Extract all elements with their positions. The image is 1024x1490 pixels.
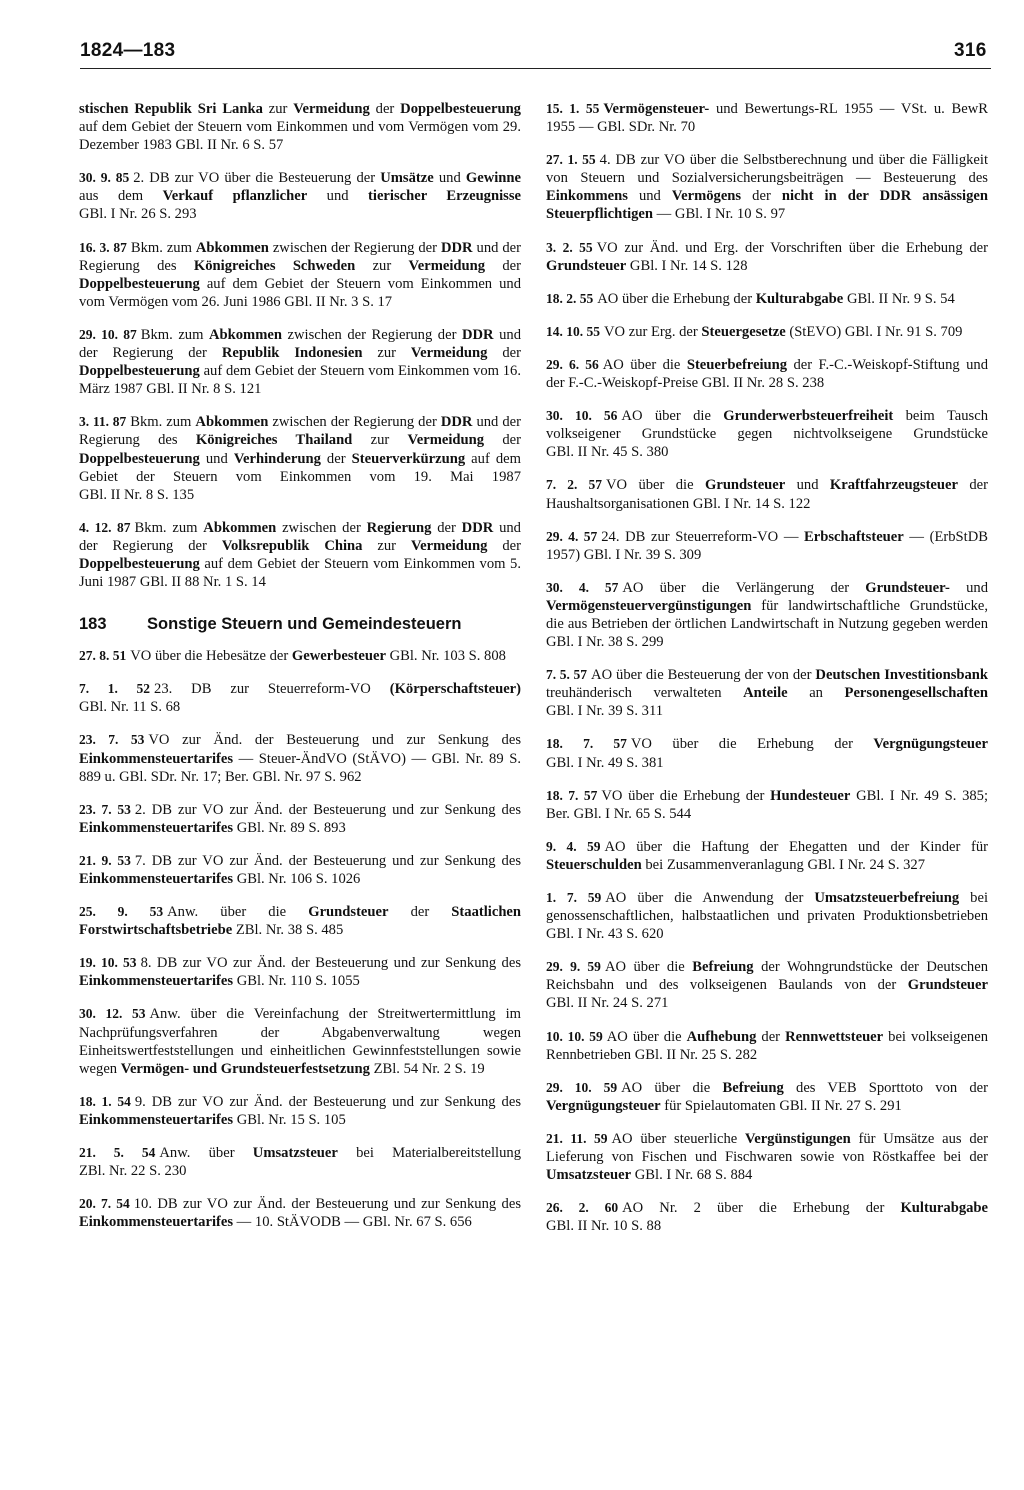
register-entry xyxy=(546,1199,988,1235)
entry-citation: GBl. Nr. 103 S. 808 xyxy=(389,648,506,665)
entry-keyword: Doppelbesteuerung xyxy=(79,363,200,380)
entry-text: zwischen der Regierung der xyxy=(268,239,441,256)
entry-text: — 10. StÄVODB — xyxy=(233,1214,363,1231)
entry-citation: GBl. Nr. 11 S. 68 xyxy=(79,699,181,716)
entry-keyword: Steuergesetze xyxy=(701,323,786,340)
entry-date: 20. 7. 54 xyxy=(79,1196,130,1212)
entry-keyword: Vermögen- und Grundsteuerfestsetzung xyxy=(120,1060,370,1077)
entry-text: und der Regierung der xyxy=(79,326,521,362)
entry-text: der xyxy=(320,450,352,467)
entry-text: VO über die Erhebung der xyxy=(601,787,771,804)
entry-citation: GBl. II Nr. 3 S. 17 xyxy=(284,293,393,310)
entry-keyword: Abkommen xyxy=(203,519,277,536)
register-entry xyxy=(79,1093,521,1129)
entry-keyword: Befreiung xyxy=(722,1079,784,1096)
entry-citation: GBl. Nr. 110 S. 1055 xyxy=(236,973,360,990)
entry-text: der xyxy=(741,188,782,205)
entry-citation: GBl. I Nr. 38 S. 299 xyxy=(546,634,664,651)
register-entry xyxy=(79,326,521,398)
entry-keyword: tierischer Erzeugnisse xyxy=(368,188,521,205)
entry-text: VO über die Erhebung der xyxy=(630,736,874,753)
entry-date: 1. 7. 59 xyxy=(546,890,602,905)
left-entry-list xyxy=(79,100,521,591)
entry-date: 18. 7. 57 xyxy=(546,787,598,803)
entry-keyword: Vermeidung xyxy=(410,345,488,362)
entry-keyword: Königreiches Schweden xyxy=(193,257,356,274)
entry-citation: GBl. Nr. 67 S. 656 xyxy=(362,1214,472,1231)
entry-text: aus dem xyxy=(79,188,163,205)
entry-citation: GBl. II Nr. 25 S. 282 xyxy=(634,1046,758,1063)
entry-keyword: Umsatzsteuer xyxy=(252,1145,338,1162)
entry-date: 29. 4. 57 xyxy=(546,528,598,544)
entry-text: AO über die Verlängerung der xyxy=(622,579,866,596)
entry-citation: GBl. Nr. 97 S. 962 xyxy=(252,768,362,785)
entry-date: 26. 2. 60 xyxy=(546,1200,619,1216)
entry-keyword: Republik Indonesien xyxy=(221,345,363,362)
entry-text: Bkm. zum xyxy=(130,239,196,256)
entry-keyword: Verhinderung xyxy=(233,450,321,467)
entry-text: 24. DB zur Steuerreform-VO — xyxy=(601,528,805,545)
entry-text: für Umsätze aus der Lieferung von Fischen und Fischwaren sowie von Röstkaffee bei der xyxy=(546,1130,988,1166)
entry-keyword: Doppelbesteuerung xyxy=(79,450,200,467)
entry-citation: GBl. II Nr. 9 S. 54 xyxy=(846,290,955,307)
entry-citation: GBl. I Nr. 14 S. 122 xyxy=(692,495,811,512)
entry-keyword: Doppelbesteuerung xyxy=(79,555,200,572)
entry-text: für Spielautomaten xyxy=(660,1097,780,1114)
entry-text: auf dem Gebiet der Steuern vom Einkommen vom 5. Juni 1987 xyxy=(79,555,521,591)
register-entry xyxy=(546,151,988,223)
entry-text: AO über steuerliche xyxy=(611,1130,746,1147)
entry-text: und der Regierung des xyxy=(79,414,521,449)
entry-citation: GBl. I Nr. 24 S. 327 xyxy=(807,856,926,873)
entry-text: und xyxy=(199,450,234,467)
entry-text: — (ErbStDB 1957) xyxy=(546,528,988,563)
entry-keyword: Grundsteuer- xyxy=(865,579,950,596)
entry-keyword: Aufhebung xyxy=(686,1028,757,1045)
entry-date: 29. 10. 87 xyxy=(79,326,137,342)
entry-date: 25. 9. 53 xyxy=(79,904,164,920)
entry-date: 23. 7. 53 xyxy=(79,801,131,817)
register-entry xyxy=(546,1079,988,1115)
entry-keyword: Umsatzsteuerbefreiung xyxy=(814,890,960,906)
entry-keyword: Umsätze xyxy=(380,170,434,187)
entry-date: 30. 10. 56 xyxy=(546,408,618,424)
entry-text: Anw. über xyxy=(159,1145,253,1162)
entry-text: — xyxy=(653,206,675,223)
entry-keyword: DDR xyxy=(461,326,494,343)
entry-keyword: Königreiches Thailand xyxy=(195,432,353,449)
entry-text: 4. DB zur VO über die Selbstberechnung und über die Fälligkeit von Steuern und Sozialversicherungsbeiträgen — Besteuerung des xyxy=(546,152,988,187)
entry-text: Bkm. zum xyxy=(134,519,204,536)
entry-text: und xyxy=(433,170,466,187)
entry-text: und der Regierung der xyxy=(79,519,521,554)
entry-date: 27. 8. 51 xyxy=(79,648,127,664)
entry-keyword: Vergünstigungen xyxy=(745,1130,851,1147)
entry-keyword: Befreiung xyxy=(692,959,754,976)
section-title: Sonstige Steuern und Gemeindesteuern xyxy=(147,615,462,634)
entry-text: des VEB Sporttoto von der xyxy=(783,1079,988,1096)
entry-text: und xyxy=(307,188,369,205)
register-entry xyxy=(79,169,521,223)
entry-text: VO über die Hebesätze der xyxy=(130,648,292,665)
entry-keyword: Vermögensteuervergünstigungen xyxy=(546,597,752,614)
page-number: 316 xyxy=(954,40,987,61)
register-entry xyxy=(79,852,521,888)
entry-date: 29. 10. 59 xyxy=(546,1079,618,1095)
entry-date: 3. 11. 87 xyxy=(79,414,127,430)
entry-text: der xyxy=(388,904,452,921)
entry-date: 18. 7. 57 xyxy=(546,736,627,752)
entry-keyword: Einkommensteuertarifes xyxy=(79,871,234,887)
entry-text: AO über die xyxy=(604,959,693,976)
register-entry xyxy=(546,958,988,1012)
entry-text: der Haushaltsorganisationen xyxy=(546,477,989,512)
entry-keyword: Einkommensteuertarifes xyxy=(79,973,234,990)
entry-keyword: Steuerschulden xyxy=(546,856,642,873)
entry-keyword: Abkommen xyxy=(208,326,282,343)
entry-date: 9. 4. 59 xyxy=(546,838,601,854)
entry-text: zur xyxy=(262,101,294,117)
entry-date: 30. 9. 85 xyxy=(79,170,130,186)
entry-keyword: Kulturabgabe xyxy=(755,290,844,307)
entry-citation: GBl. I Nr. 39 S. 311 xyxy=(546,703,664,720)
entry-text: AO über die xyxy=(621,1079,723,1096)
entry-date: 7. 5. 57 xyxy=(546,667,588,683)
entry-date: 3. 2. 55 xyxy=(546,239,593,255)
entry-text: VO zur Erg. der xyxy=(604,323,702,340)
register-entry xyxy=(79,239,521,311)
entry-text: AO über die xyxy=(606,1028,687,1045)
section-heading xyxy=(79,615,521,634)
entry-keyword: Vermeidung xyxy=(408,257,486,274)
entry-keyword: Gewinne xyxy=(465,170,521,187)
entry-text: bei genossenschaftlichen, halbstaatlichen und privaten Produktionsbetrieben xyxy=(546,890,989,925)
entry-text: zwischen der xyxy=(276,519,367,536)
register-entry xyxy=(546,1130,988,1184)
entry-text: VO über die xyxy=(605,477,705,494)
entry-text: bei Zusammenveranlagung xyxy=(641,856,808,873)
entry-date: 19. 10. 53 xyxy=(79,955,137,971)
entry-citation: GBl. Nr. 15 S. 105 xyxy=(236,1111,346,1128)
register-entry xyxy=(546,735,988,771)
entry-text: und xyxy=(949,579,988,596)
right-column xyxy=(546,100,988,1250)
entry-date: 30. 12. 53 xyxy=(79,1006,146,1022)
entry-text: auf dem Gebiet der Steuern vom Einkommen und vom Vermögen vom 29. Dezember 1983 xyxy=(79,119,521,154)
entry-text: AO über die Anwendung der xyxy=(605,890,815,906)
register-entry xyxy=(546,1028,988,1064)
entry-keyword: Staatlichen Forstwirtschaftsbetriebe xyxy=(79,904,522,939)
entry-date: 14. 10. 55 xyxy=(546,323,600,339)
entry-text: auf dem Gebiet der Steuern vom Einkommen vom 16. März 1987 xyxy=(79,363,521,398)
entry-text: zur xyxy=(355,257,409,274)
entry-text: VO zur Änd. und Erg. der Vorschriften über die Erhebung der xyxy=(596,239,989,256)
entry-keyword: stischen Republik Sri Lanka xyxy=(79,101,263,117)
entry-date: 21. 11. 59 xyxy=(546,1130,608,1146)
header-rule xyxy=(80,68,991,69)
entry-citation: ZBl. Nr. 38 S. 485 xyxy=(235,922,344,939)
entry-text: Anw. über die Vereinfachung der Streitwertermittlung im Nachprüfungsverfahren der Abgabenverwaltung wegen Einheitswertfeststellungen und einheitlichen Gewinnfeststellungen sowie wegen xyxy=(79,1006,521,1077)
entry-date: 7. 2. 57 xyxy=(546,477,602,493)
entry-keyword: Grundsteuer xyxy=(704,477,786,494)
entry-citation: GBl. II Nr. 6 S. 57 xyxy=(175,137,284,154)
register-entry xyxy=(79,954,521,990)
entry-keyword: Vermögensteuer- xyxy=(603,101,710,117)
entry-citation: GBl. I Nr. 65 S. 544 xyxy=(573,805,692,822)
register-entry xyxy=(546,323,988,341)
register-entry xyxy=(546,476,988,512)
entry-text: bei Materialbereitstellung xyxy=(337,1145,521,1162)
entry-text: 9. DB zur VO zur Änd. der Besteuerung und zur Senkung des xyxy=(134,1093,522,1110)
entry-keyword: Deutschen Investitionsbank xyxy=(815,667,989,684)
entry-date: 7. 1. 52 xyxy=(79,681,151,697)
entry-keyword: Steuerbefreiung xyxy=(686,356,788,373)
entry-keyword: Vergnügungsteuer xyxy=(873,736,988,753)
register-entry xyxy=(546,528,988,564)
entry-citation: GBl. I Nr. 14 S. 128 xyxy=(629,257,748,274)
entry-keyword: (Körperschaftsteuer) xyxy=(389,681,522,698)
entry-citation: GBl. II Nr. 8 S. 121 xyxy=(146,381,262,398)
entry-keyword: Vermögens xyxy=(671,188,742,205)
entry-text: AO über die Haftung der Ehegatten und der Kinder für xyxy=(604,838,989,855)
left-column xyxy=(79,100,521,1246)
register-entry xyxy=(546,787,988,823)
register-entry xyxy=(79,1195,521,1231)
register-entry xyxy=(79,1005,521,1077)
entry-citation: GBl. I Nr. 26 S. 293 xyxy=(79,206,197,223)
entry-citation: GBl. II Nr. 8 S. 135 xyxy=(79,486,195,503)
entry-citation: GBl. I Nr. 10 S. 97 xyxy=(674,206,786,223)
entry-text: der xyxy=(487,537,521,554)
entry-text: zur xyxy=(362,345,411,362)
entry-citation: GBl. Nr. 89 S. 893 xyxy=(236,819,346,836)
entry-keyword: Umsatzsteuer xyxy=(546,1167,632,1184)
register-entry xyxy=(79,519,521,591)
entry-keyword: Verkauf pflanzlicher xyxy=(162,188,308,205)
entry-citation: GBl. II Nr. 45 S. 380 xyxy=(546,444,669,461)
entry-keyword: Vermeidung xyxy=(407,432,485,449)
entry-text: der xyxy=(756,1028,786,1045)
entry-text: AO über die Besteuerung der von der xyxy=(591,667,816,684)
entry-citation: GBl. II Nr. 27 S. 291 xyxy=(779,1097,902,1114)
entry-text: bei volkseigenen Rennbetrieben xyxy=(546,1028,988,1063)
register-entry xyxy=(546,239,988,275)
entry-text: AO Nr. 2 über die Erhebung der xyxy=(622,1200,901,1217)
register-entry xyxy=(546,100,988,136)
entry-keyword: Grundsteuer xyxy=(907,977,988,994)
entry-text: 2. DB zur VO über die Besteuerung der xyxy=(133,170,381,187)
entry-citation: GBl. I Nr. 68 S. 884 xyxy=(634,1167,753,1184)
register-entry xyxy=(79,1144,521,1180)
entry-citation: ZBl. Nr. 22 S. 230 xyxy=(79,1163,187,1180)
entry-keyword: Personengesellschaften xyxy=(844,685,989,702)
section-entry-list xyxy=(79,647,521,1231)
entry-citation: GBl. Nr. 106 S. 1026 xyxy=(236,871,361,887)
entry-text: 7. DB zur VO zur Änd. der Besteuerung und zur Senkung des xyxy=(134,852,522,869)
entry-date: 18. 2. 55 xyxy=(546,290,594,306)
entry-date: 16. 3. 87 xyxy=(79,239,127,255)
entry-text: für landwirtschaftliche Grundstücke, die aus Betrieben der örtlichen Landwirtschaft in Nutzung gegeben werden xyxy=(546,597,988,632)
entry-text: GBl. I Nr. 49 S. 385; Ber. xyxy=(546,787,989,822)
entry-date: 4. 12. 87 xyxy=(79,519,131,535)
entry-text: der xyxy=(485,257,521,274)
register-entry xyxy=(79,903,521,939)
entry-text: zwischen der Regierung der xyxy=(268,414,441,431)
register-entry xyxy=(79,680,521,716)
entry-text: Bkm. zum xyxy=(140,326,209,343)
entry-text: Anw. über die xyxy=(167,904,309,921)
entry-text: treuhänderisch verwalteten xyxy=(546,685,744,702)
entry-citation: GBl. II 88 Nr. 1 S. 14 xyxy=(139,574,266,591)
entry-keyword: Grundsteuer xyxy=(308,904,389,921)
register-entry xyxy=(79,731,521,785)
entry-text: der xyxy=(487,345,521,362)
entry-citation: GBl. I Nr. 43 S. 620 xyxy=(546,926,664,943)
entry-text: der xyxy=(431,519,462,536)
entry-date: 29. 6. 56 xyxy=(546,356,599,372)
entry-text: 8. DB zur VO zur Änd. der Besteuerung und zur Senkung des xyxy=(140,955,521,972)
entry-date: 21. 5. 54 xyxy=(79,1145,156,1161)
entry-keyword: Kulturabgabe xyxy=(900,1200,989,1217)
entry-keyword: Doppelbesteuerung xyxy=(79,275,200,292)
entry-keyword: Hundesteuer xyxy=(770,787,851,804)
entry-text: AO über die Erhebung der xyxy=(597,290,756,307)
entry-keyword: Anteile xyxy=(743,685,788,702)
entry-keyword: Gewerbesteuer xyxy=(291,648,386,665)
entry-date: 30. 4. 57 xyxy=(546,579,619,595)
entry-text: (StEVO) xyxy=(785,323,845,340)
register-entry xyxy=(79,801,521,837)
entry-text: zur xyxy=(362,537,411,554)
register-entry xyxy=(546,407,988,461)
entry-citation: ZBl. 54 Nr. 2 S. 19 xyxy=(373,1060,485,1077)
entry-text: 10. DB zur VO zur Änd. der Besteuerung und zur Senkung des xyxy=(133,1196,522,1213)
register-entry xyxy=(79,100,521,154)
entry-keyword: Vermeidung xyxy=(410,537,488,554)
entry-keyword: Grunderwerbsteuerfreiheit xyxy=(723,408,894,425)
register-entry xyxy=(546,579,988,651)
entry-text: der xyxy=(484,432,521,449)
entry-text: — Steuer-ÄndVO (StÄVO) — GBl. Nr. 89 S. 889 u. GBl. SDr. Nr. 17; Ber. xyxy=(79,750,521,785)
entry-text: AO über die xyxy=(602,356,687,373)
entry-keyword: Grundsteuer xyxy=(546,257,627,274)
entry-keyword: DDR xyxy=(461,519,494,536)
entry-citation: GBl. I Nr. 49 S. 381 xyxy=(546,754,664,771)
entry-keyword: nicht in der DDR ansässigen Steuerpflichtigen xyxy=(546,188,988,223)
entry-citation: GBl. SDr. Nr. 70 xyxy=(597,119,696,136)
entry-text: Bkm. zum xyxy=(130,414,196,431)
entry-text: an xyxy=(787,685,845,702)
entry-keyword: Einkommensteuertarifes xyxy=(79,1214,234,1231)
entry-keyword: Abkommen xyxy=(195,239,269,256)
entry-text: und xyxy=(785,477,830,494)
entry-date: 29. 9. 59 xyxy=(546,959,601,975)
entry-keyword: DDR xyxy=(440,414,473,431)
entry-date: 27. 1. 55 xyxy=(546,152,596,168)
entry-text: beim Tausch volkseigener Grundstücke gegen nichtvolkseigene Grundstücke xyxy=(546,408,988,443)
entry-citation: GBl. II Nr. 24 S. 271 xyxy=(546,995,669,1012)
entry-keyword: Vermeidung xyxy=(293,101,370,117)
entry-keyword: Erbschaftsteuer xyxy=(804,528,904,545)
entry-text: und xyxy=(627,188,672,205)
entry-keyword: Einkommens xyxy=(546,188,628,205)
entry-keyword: Einkommensteuertarifes xyxy=(79,819,234,836)
section-number: 183 xyxy=(79,615,107,634)
entry-keyword: Rennwettsteuer xyxy=(785,1028,884,1045)
register-entry xyxy=(546,356,988,392)
entry-text: der xyxy=(369,101,401,117)
entry-keyword: Einkommensteuertarifes xyxy=(79,750,234,767)
register-entry xyxy=(546,666,988,720)
entry-keyword: Einkommensteuertarifes xyxy=(79,1111,234,1128)
entry-date: 10. 10. 59 xyxy=(546,1028,603,1044)
entry-date: 23. 7. 53 xyxy=(79,732,145,748)
entry-citation: GBl. I Nr. 39 S. 309 xyxy=(583,546,702,563)
entry-date: 21. 9. 53 xyxy=(79,852,131,868)
entry-citation: GBl. I Nr. 91 S. 709 xyxy=(844,323,963,340)
entry-citation: GBl. II Nr. 10 S. 88 xyxy=(546,1218,662,1235)
entry-keyword: DDR xyxy=(440,239,473,256)
entry-text: zwischen der Regierung der xyxy=(281,326,462,343)
entry-date: 18. 1. 54 xyxy=(79,1093,131,1109)
entry-date: 15. 1. 55 xyxy=(546,101,600,116)
register-entry xyxy=(79,647,521,665)
register-entry xyxy=(546,290,988,308)
entry-keyword: Steuerverkürzung xyxy=(351,450,466,467)
running-head-range: 1824—183 xyxy=(80,40,176,61)
entry-text: zur xyxy=(352,432,408,449)
entry-keyword: Abkommen xyxy=(195,414,269,431)
entry-text: VO zur Änd. der Besteuerung und zur Senkung des xyxy=(148,732,522,749)
entry-text: der Wohngrundstücke der Deutschen Reichsbahn und des volkseigenen Baulands von der xyxy=(546,959,988,994)
entry-keyword: Volksrepublik China xyxy=(221,537,363,554)
entry-text: und der Regierung des xyxy=(79,239,521,274)
register-entry xyxy=(546,889,988,943)
entry-text: AO über die xyxy=(621,408,724,425)
entry-keyword: Regierung xyxy=(366,519,432,536)
entry-text: 23. DB zur Steuerreform-VO xyxy=(154,681,390,698)
entry-text: und Bewertungs-RL 1955 — VSt. u. BewR 1955 — xyxy=(546,101,988,136)
entry-keyword: Doppelbesteuerung xyxy=(400,101,521,117)
register-entry xyxy=(79,413,521,503)
right-entry-list xyxy=(546,100,988,1235)
register-entry xyxy=(546,838,988,874)
entry-keyword: Vergnügungsteuer xyxy=(546,1097,661,1114)
entry-text: auf dem Gebiet der Steuern vom Einkommen vom 19. Mai 1987 xyxy=(79,450,521,485)
entry-citation: GBl. II Nr. 28 S. 238 xyxy=(701,375,825,392)
entry-text: 2. DB zur VO zur Änd. der Besteuerung und zur Senkung des xyxy=(134,801,522,818)
entry-keyword: Kraftfahrzeugsteuer xyxy=(829,477,958,494)
entry-text: der F.-C.-Weiskopf-Stiftung und der F.-C.-Weiskopf-Preise xyxy=(546,356,988,392)
entry-text: auf dem Gebiet der Steuern vom Einkommen und vom Vermögen vom 26. Juni 1986 xyxy=(79,275,521,310)
